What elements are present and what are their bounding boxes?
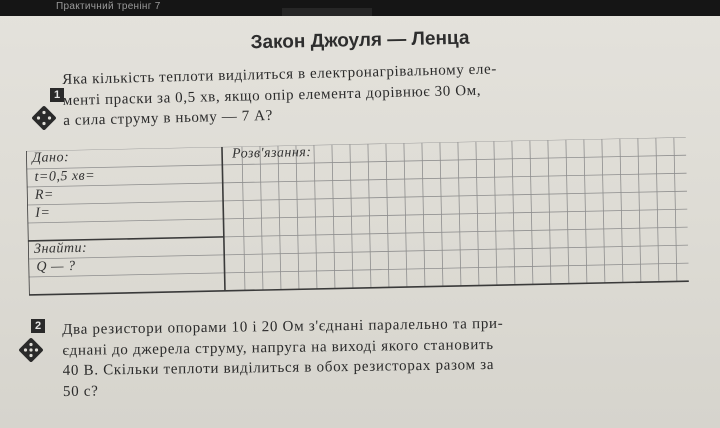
task-text-line: а сила струму в ньому — 7 А? — [63, 107, 274, 129]
find-item: Q — ? — [36, 258, 76, 275]
given-item-time: t=0,5 хв= — [34, 168, 96, 185]
task-number-badge: 2 — [31, 319, 45, 333]
solution-heading: Розв'язання: — [231, 145, 312, 162]
task-text-line: Два резистори опорами 10 і 20 Ом з'єднані паралельно та при- — [62, 315, 504, 338]
task-text-line: Яка кількість теплоти виділиться в електронагрівальному еле- — [62, 61, 498, 88]
page-title: Закон Джоуля — Ленца — [250, 27, 470, 54]
task-text-line: менті праски за 0,5 хв, якщо опір елемента дорівнює 30 Ом, — [62, 82, 482, 109]
given-heading: Дано: — [31, 150, 70, 166]
dice-icon — [32, 106, 56, 130]
header-tab — [282, 8, 372, 16]
task-text-line: 50 с? — [62, 382, 99, 400]
section-label: Практичний тренінг 7 — [56, 1, 161, 12]
given-item-current: I= — [35, 205, 51, 221]
solution-form — [26, 137, 689, 297]
task-text-line: 40 В. Скільки теплоти виділиться в обох резисторах разом за — [62, 356, 495, 379]
task-text-line: єднані до джерела струму, напруга на виході якого становить — [62, 336, 494, 359]
grid-lines — [26, 137, 689, 297]
given-item-resistance: R= — [34, 187, 55, 203]
task-number-badge: 1 — [50, 88, 64, 102]
dice-icon — [19, 338, 43, 362]
top-header-band — [0, 0, 720, 16]
find-heading: Знайти: — [33, 240, 88, 257]
task-1-text — [62, 59, 498, 131]
task-2-text — [62, 314, 504, 402]
